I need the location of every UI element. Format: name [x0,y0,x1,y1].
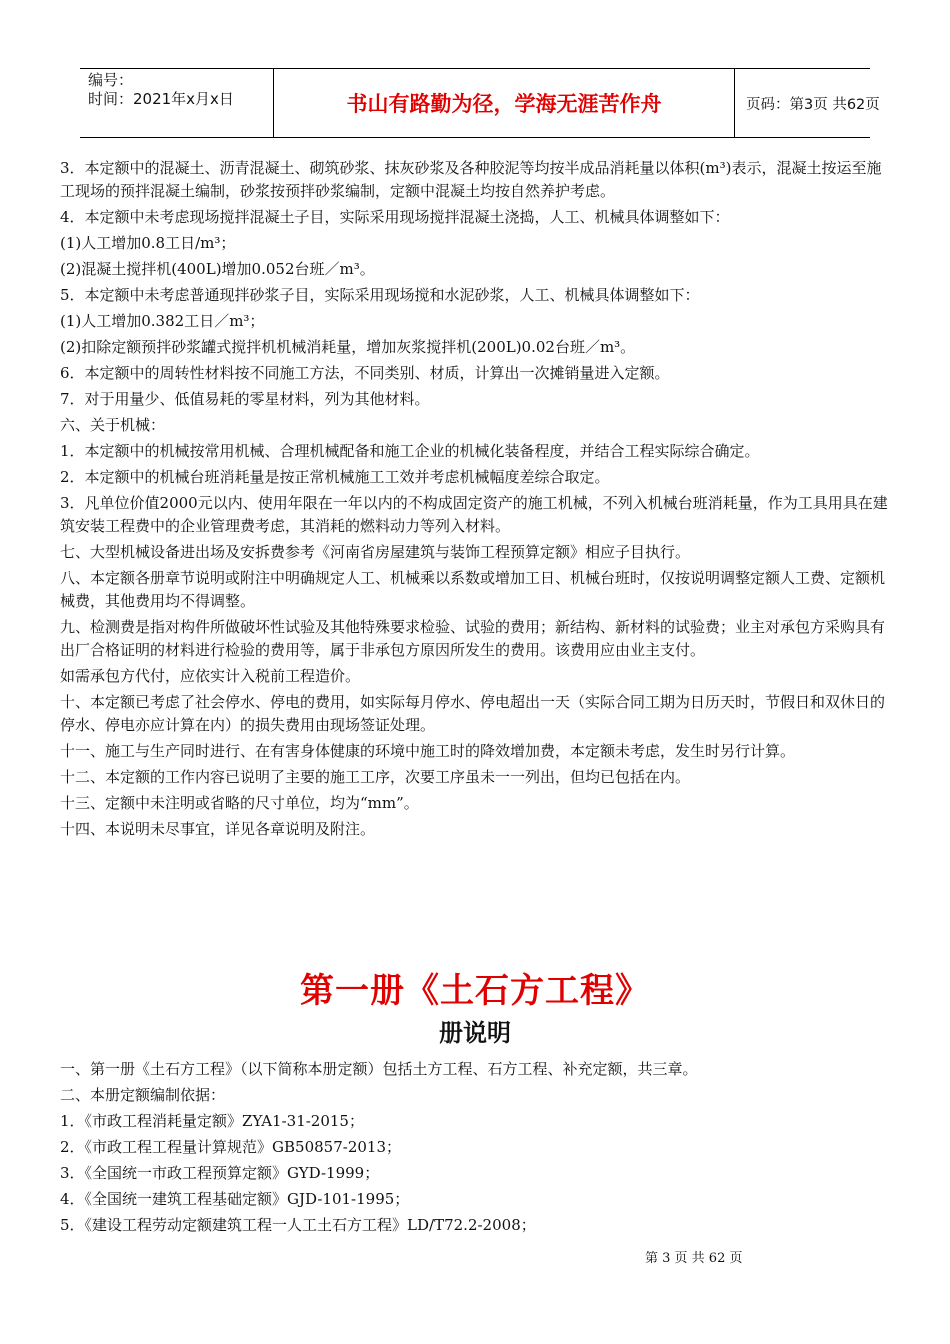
header-meta [80,69,274,137]
paragraph: 七、大型机械设备进出场及安拆费参考《河南省房屋建筑与装饰工程预算定额》相应子目执行。 [60,543,691,561]
paragraph: 1．本定额中的机械按常用机械、合理机械配备和施工企业的机械化装备程度，并结合工程实际综合确定。 [60,442,760,460]
paragraph: 九、检测费是指对构件所做破坏性试验及其他特殊要求检验、试验的费用；新结构、新材料的试验费；业主对承包方采购具有出厂合格证明的材料进行检验的费用等，属于非承包方原因所发生的费用。该费用应由业主支付。 [60,618,886,659]
paragraph: 2．本定额中的机械台班消耗量是按正常机械施工工效并考虑机械幅度差综合取定。 [60,468,610,486]
paragraph: (1)人工增加0.8工日/m³； [60,234,236,252]
paragraph: 4．本定额中未考虑现场搅拌混凝土子目，实际采用现场搅拌混凝土浇捣，人工、机械具体调整如下： [60,208,730,226]
reference-item: 2．《市政工程工程量计算规范》GB50857-2013； [60,1138,402,1156]
paragraph: 如需承包方代付，应依实计入税前工程造价。 [60,667,361,685]
reference-item: 5．《建设工程劳动定额建筑工程一人工土石方工程》LD/T72.2-2008； [60,1216,536,1234]
paragraph: 3．凡单位价值2000元以内、使用年限在一年以内的不构成固定资产的施工机械，不列入机械台班消耗量，作为工具用具在建筑安装工程费中的企业管理费考虑，其消耗的燃料动力等列入材料。 [60,494,888,535]
page-footer: 第 3 页 共 62 页 [645,1251,743,1266]
paragraph: (2)扣除定额预拌砂浆罐式搅拌机机械消耗量，增加灰浆搅拌机(200L)0.02台班／m³。 [60,338,636,356]
paragraph: 二、本册定额编制依据： [60,1086,226,1104]
paragraph: 6．本定额中的周转性材料按不同施工方法，不同类别、材质，计算出一次摊销量进入定额。 [60,364,670,382]
header-page-label: 页码：第3页 共62页 [746,96,880,113]
document-date-label: 时间：2021年x月x日 [88,90,234,108]
reference-item: 1．《市政工程消耗量定额》ZYA1-31-2015； [60,1112,364,1130]
reference-item: 4．《全国统一建筑工程基础定额》GJD-101-1995； [60,1190,410,1208]
paragraph: (1)人工增加0.382工日／m³； [60,312,265,330]
volume-subtitle: 册说明 [439,1019,511,1047]
volume-title: 第一册《土石方工程》 [300,971,650,1011]
paragraph: 3．本定额中的混凝土、沥青混凝土、砌筑砂浆、抹灰砂浆及各种胶泥等均按半成品消耗量以体积(m³)表示，混凝土按运至施工现场的预拌混凝土编制，砂浆按预拌砂浆编制，定额中混凝土均按自然养护考虑。 [60,159,882,200]
reference-item: 3．《全国统一市政工程预算定额》GYD-1999； [60,1164,380,1182]
paragraph: 5．本定额中未考虑普通现拌砂浆子目，实际采用现场搅和水泥砂浆，人工、机械具体调整如下： [60,286,700,304]
paragraph: 7．对于用量少、低值易耗的零星材料，列为其他材料。 [60,390,430,408]
paragraph: 十一、施工与生产同时进行、在有害身体健康的环境中施工时的降效增加费，本定额未考虑，发生时另行计算。 [60,742,796,760]
document-number-label: 编号： [88,71,134,89]
paragraph: 十、本定额已考虑了社会停水、停电的费用，如实际每月停水、停电超出一天（实际合同工期为日历天时，节假日和双休日的停水、停电亦应计算在内）的损失费用由现场签证处理。 [60,693,886,734]
main-body [60,157,892,844]
page-header [80,68,880,138]
paragraph: (2)混凝土搅拌机(400L)增加0.052台班／m³。 [60,260,375,278]
paragraph: 十二、本定额的工作内容已说明了主要的施工工序，次要工序虽未一一列出，但均已包括在内。 [60,768,691,786]
paragraph: 十三、定额中未注明或省略的尺寸单位，均为“mm”。 [60,794,419,812]
paragraph: 八、本定额各册章节说明或附注中明确规定人工、机械乘以系数或增加工日、机械台班时，仅按说明调整定额人工费、定额机械费，其他费用均不得调整。 [60,569,886,610]
volume-body [60,1058,892,1240]
header-motto: 书山有路勤为径，学海无涯苦作舟 [274,69,735,137]
paragraph: 一、第一册《土石方工程》（以下简称本册定额）包括土方工程、石方工程、补充定额，共三章。 [60,1060,698,1078]
section-heading-machinery: 六、关于机械： [60,416,166,434]
paragraph: 十四、本说明未尽事宜，详见各章说明及附注。 [60,820,376,838]
